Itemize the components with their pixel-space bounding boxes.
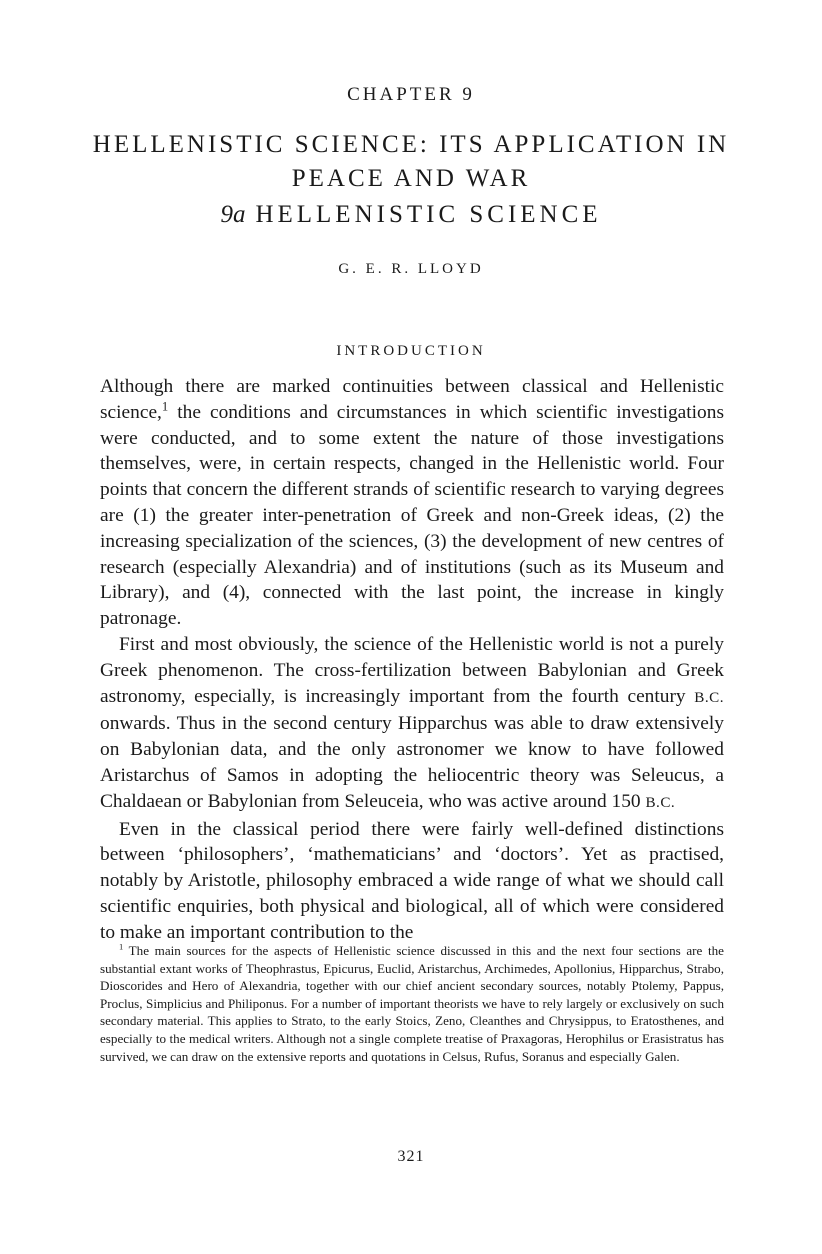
introduction-heading: INTRODUCTION (336, 343, 486, 359)
era-abbreviation: B.C. (694, 689, 724, 706)
chapter-label: CHAPTER 9 (347, 84, 475, 105)
footnote (100, 942, 724, 1065)
paragraph-1-rest: the conditions and circumstances in which scientific investigations were conducted, and to some extent the nature of those investigations themselves, were, in certain respects, changed in the Hellenistic world. Four points that concern the different strands of scientific research to varying degrees are (1) the greater inter-penetration of Greek and non-Greek ideas, (2) the increasing specialization of the sciences, (3) the development of new centres of research (especially Alexandria) and of institutions (such as its Museum and Library), and (4), connected with the last point, the increase in kingly patronage. (100, 401, 724, 630)
paragraph-2-part-a: First and most obviously, the science of the Hellenistic world is not a purely Greek phenomenon. The cross-fertilization between Babylonian and Greek astronomy, especially, is increasingly important from the fourth century (100, 633, 724, 707)
page-number: 321 (397, 1148, 425, 1165)
section-title (0, 201, 822, 229)
paragraph-1-lead: Although there are marked continuities between classical and Hellenistic science, (100, 376, 724, 423)
footnote-marker: 1 (119, 941, 124, 952)
footnote-reference[interactable]: 1 (161, 399, 169, 414)
author-byline: G. E. R. LLOYD (338, 261, 484, 277)
era-abbreviation: B.C. (645, 794, 676, 811)
chapter-title: HELLENISTIC SCIENCE: ITS APPLICATION IN PEACE AND WAR (92, 131, 730, 192)
paragraph-3: Even in the classical period there were fairly well-defined distinctions between ‘philosophers’, ‘mathematicians’ and ‘doctors’. Yet as practised, notably by Aristotle, philosophy embraced a wide range of what we should call scientific enquiries, both physical and biological, all of which were considered to make an important contribution to the (100, 818, 724, 943)
body-text (100, 374, 724, 946)
footnote-text: The main sources for the aspects of Hellenistic science discussed in this and the next four sections are the substantial extant works of Theophrastus, Epicurus, Euclid, Aristarchus, Archimedes, Apollonius, Hipparchus, Strabo, Dioscorides and Hero of Alexandria, together with our chief ancient secondary sources, notably Ptolemy, Pappus, Proclus, Simplicius and Philiponus. For a number of important theorists we have to rely largely or exclusively on such secondary material. This applies to Strato, to the early Stoics, Zeno, Cleanthes and Chrysippus, to Eratosthenes, and especially to the medical writers. Although not a single complete treatise of Praxagoras, Herophilus or Erasistratus has survived, we can draw on the extensive reports and quotations in Celsus, Rufus, Soranus and especially Galen. (100, 943, 724, 1064)
paragraph-2-part-b: onwards. Thus in the second century Hipparchus was able to draw extensively on Babylonian data, and the only astronomer we know to have followed Aristarchus of Samos in adopting the heliocentric theory was Seleucus, a Chaldaean or Babylonian from Seleuceia, who was active around 150 (100, 713, 724, 812)
section-title-text: HELLENISTIC SCIENCE (255, 201, 602, 228)
paragraph-2 (100, 632, 724, 817)
section-number: 9a (220, 201, 246, 228)
paragraph-1 (100, 374, 724, 632)
